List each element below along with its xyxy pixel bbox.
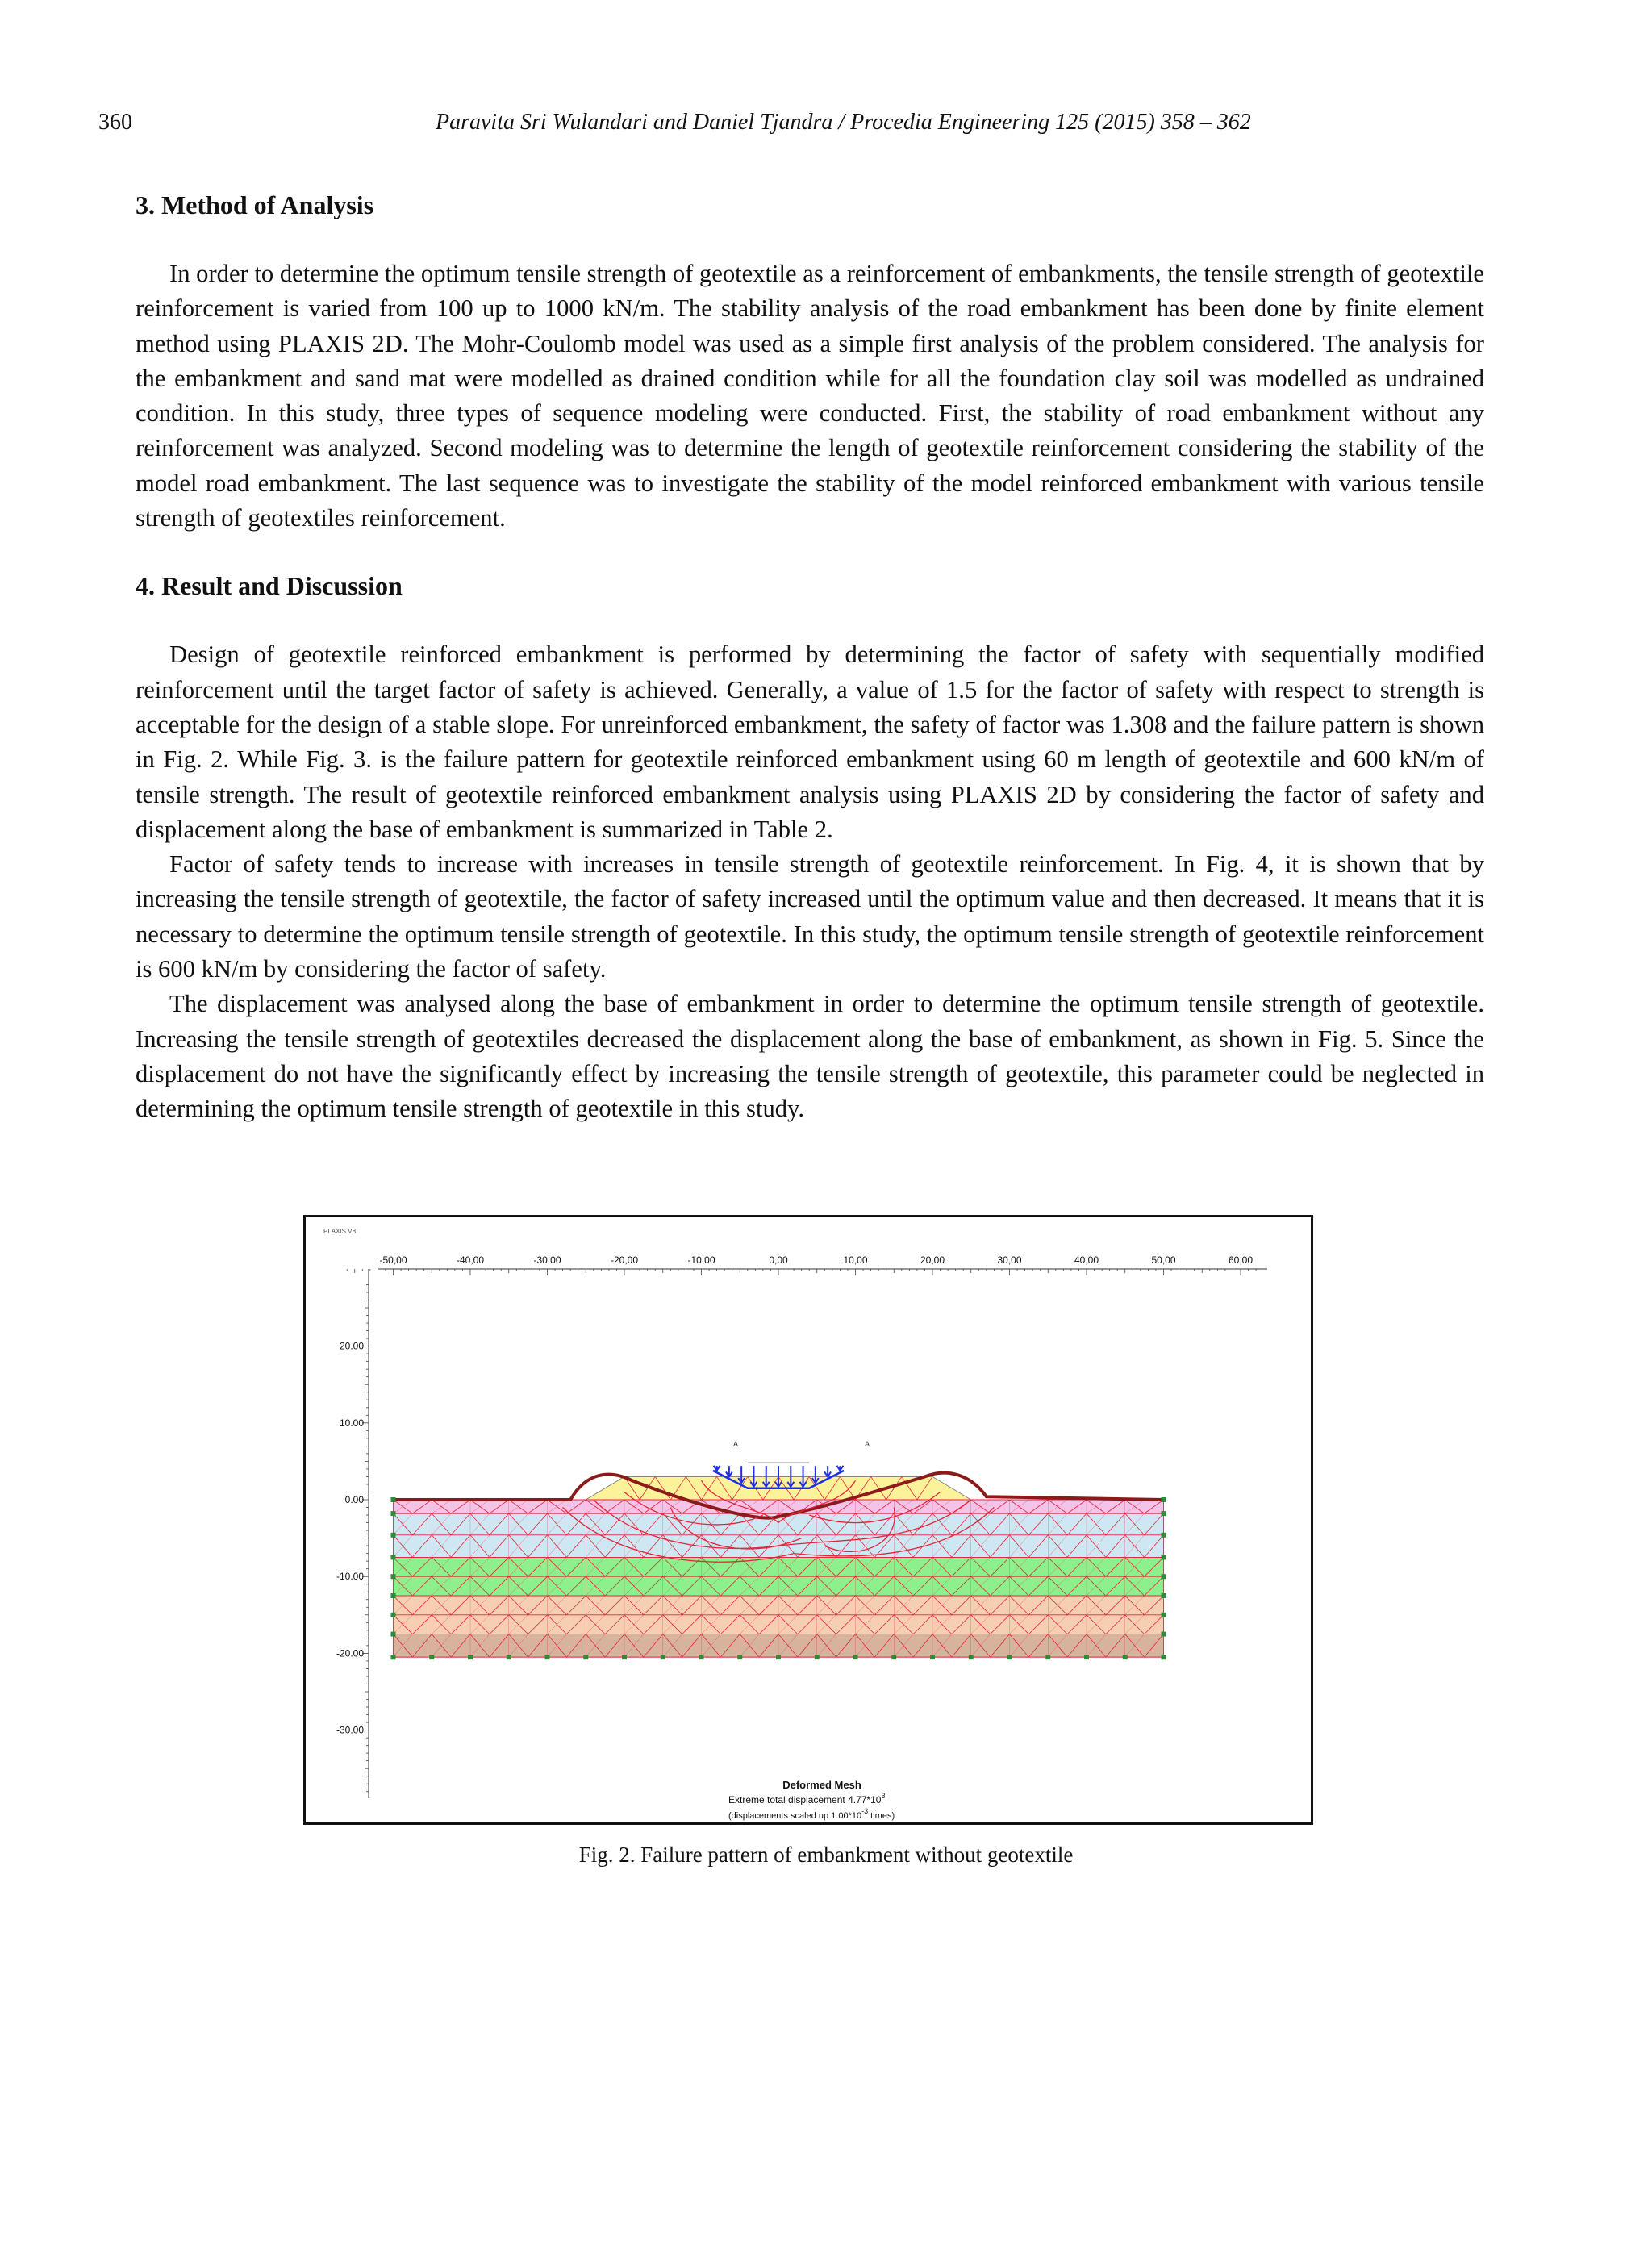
- x-tick-label: -20,00: [610, 1254, 639, 1266]
- paragraph-results-1: Design of geotextile reinforced embankment is performed by determining the factor of safety with sequentially modified reinforcement until the target factor of safety is achieved. Generally, a value of 1.5 for the factor of safety with respect to strength is acceptable for the design of a stable slope. For unreinforced embankment, the safety of factor was 1.308 and the failure pattern is shown in Fig. 2. While Fig. 3. is the failure pattern for geotextile reinforced embankment using 60 m length of geotextile and 600 kN/m of tensile strength. The result of geotextile reinforced embankment analysis using PLAXIS 2D by considering the factor of safety and displacement along the base of embankment is summarized in Table 2.: [136, 641, 1484, 843]
- y-tick-label: -20.00: [336, 1647, 364, 1659]
- x-tick-label: 10,00: [843, 1254, 868, 1266]
- article-body: [136, 189, 1484, 1127]
- side-fixity-node: [1162, 1511, 1166, 1516]
- side-fixity-node: [391, 1555, 396, 1559]
- side-fixity-node: [1162, 1655, 1166, 1659]
- base-fixity-node: [661, 1655, 665, 1659]
- side-fixity-node: [1162, 1632, 1166, 1637]
- y-tick-label: 0.00: [344, 1494, 364, 1505]
- legend-extreme-displacement: Extreme total displacement $4.77*10^3$: [728, 1792, 886, 1805]
- side-fixity-node: [1162, 1497, 1166, 1502]
- x-tick-label: 20,00: [920, 1254, 945, 1266]
- legend-title: Deformed Mesh: [782, 1779, 861, 1791]
- x-tick-label: -30,00: [533, 1254, 561, 1266]
- x-tick-label: 50,00: [1151, 1254, 1176, 1266]
- section-heading-results: 4. Result and Discussion: [136, 571, 403, 601]
- legend-scale-factor: (displacements scaled up $1.00*10^{-3}$ times): [728, 1807, 895, 1821]
- base-fixity-node: [737, 1655, 742, 1659]
- page-header: [0, 110, 1652, 142]
- x-tick-label: -10,00: [687, 1254, 715, 1266]
- side-fixity-node: [391, 1533, 396, 1538]
- base-fixity-node: [815, 1655, 820, 1659]
- x-tick-label: 30,00: [997, 1254, 1022, 1266]
- x-tick-label: 0,00: [769, 1254, 788, 1266]
- base-fixity-node: [1084, 1655, 1089, 1659]
- side-fixity-node: [391, 1511, 396, 1516]
- base-fixity-node: [468, 1655, 473, 1659]
- side-fixity-node: [391, 1655, 396, 1659]
- side-fixity-node: [391, 1632, 396, 1637]
- base-fixity-node: [891, 1655, 896, 1659]
- x-tick-label: -50,00: [379, 1254, 407, 1266]
- base-fixity-node: [583, 1655, 588, 1659]
- base-fixity-node: [930, 1655, 935, 1659]
- x-tick-label: 40,00: [1074, 1254, 1099, 1266]
- deformed-mesh-plot: [306, 1217, 1311, 1822]
- side-fixity-node: [1162, 1555, 1166, 1559]
- load-marker-right: A: [864, 1440, 870, 1448]
- base-fixity-node: [853, 1655, 858, 1659]
- base-fixity-node: [429, 1655, 434, 1659]
- y-axis: [336, 1269, 369, 1798]
- x-tick-label: -40,00: [456, 1254, 485, 1266]
- base-fixity-node: [545, 1655, 550, 1659]
- base-fixity-node: [776, 1655, 781, 1659]
- y-tick-label: 20.00: [339, 1340, 364, 1352]
- y-tick-label: 10.00: [339, 1417, 364, 1429]
- base-fixity-node: [1123, 1655, 1128, 1659]
- figure-caption: Fig. 2. Failure pattern of embankment without geotextile: [578, 1843, 1074, 1867]
- page-number: 360: [98, 110, 132, 135]
- section-heading-method: 3. Method of Analysis: [136, 190, 374, 219]
- paragraph-results-3: The displacement was analysed along the base of embankment in order to determine the optimum tensile strength of geotextile. Increasing the tensile strength of geotextiles decreased the displacement along the base of embankment, as shown in Fig. 5. Since the displacement do not have the significantly effect by increasing the tensile strength of geotextile, this parameter could be neglected in determining the optimum tensile strength of geotextile in this study.: [136, 990, 1484, 1123]
- finite-element-mesh: [394, 1476, 1164, 1657]
- side-fixity-node: [391, 1497, 396, 1502]
- load-marker-left: A: [732, 1440, 739, 1448]
- side-fixity-node: [1162, 1593, 1166, 1598]
- side-fixity-node: [391, 1613, 396, 1617]
- paragraph-results-2: Factor of safety tends to increase with increases in tensile strength of geotextile reinforcement. In Fig. 4, it is shown that by increasing the tensile strength of geotextile, the factor of safety increased until the optimum value and then decreased. It means that it is necessary to determine the optimum tensile strength of geotextile. In this study, the optimum tensile strength of geotextile reinforcement is 600 kN/m by considering the factor of safety.: [136, 850, 1484, 983]
- software-tag: PLAXIS V8: [323, 1228, 357, 1235]
- base-fixity-node: [622, 1655, 627, 1659]
- y-tick-label: -10.00: [336, 1571, 364, 1583]
- side-fixity-node: [391, 1593, 396, 1598]
- running-head: Paravita Sri Wulandari and Daniel Tjandra / Procedia Engineering 125 (2015) 358 – 362: [436, 110, 1251, 135]
- x-tick-label: 60,00: [1228, 1254, 1254, 1266]
- side-fixity-node: [1162, 1613, 1166, 1617]
- base-fixity-node: [969, 1655, 974, 1659]
- y-tick-label: -30.00: [336, 1724, 364, 1736]
- side-fixity-node: [391, 1574, 396, 1579]
- side-fixity-node: [1162, 1574, 1166, 1579]
- figure-plaxis-deformed-mesh: [303, 1215, 1313, 1825]
- x-axis: [347, 1254, 1267, 1275]
- base-fixity-node: [1045, 1655, 1050, 1659]
- side-fixity-node: [1162, 1533, 1166, 1538]
- base-fixity-node: [1007, 1655, 1012, 1659]
- base-fixity-node: [507, 1655, 511, 1659]
- paragraph-method: In order to determine the optimum tensile strength of geotextile as a reinforcement of embankments, the tensile strength of geotextile reinforcement is varied from 100 up to 1000 kN/m. The stability analysis of the road embankment has been done by finite element method using PLAXIS 2D. The Mohr-Coulomb model was used as a simple first analysis of the problem considered. The analysis for the embankment and sand mat were modelled as drained condition while for all the foundation clay soil was modelled as undrained condition. In this study, three types of sequence modeling were conducted. First, the stability of road embankment without any reinforcement was analyzed. Second modeling was to determine the length of geotextile reinforcement considering the stability of the model road embankment. The last sequence was to investigate the stability of the model reinforced embankment with various tensile strength of geotextiles reinforcement.: [136, 260, 1484, 532]
- base-fixity-node: [699, 1655, 704, 1659]
